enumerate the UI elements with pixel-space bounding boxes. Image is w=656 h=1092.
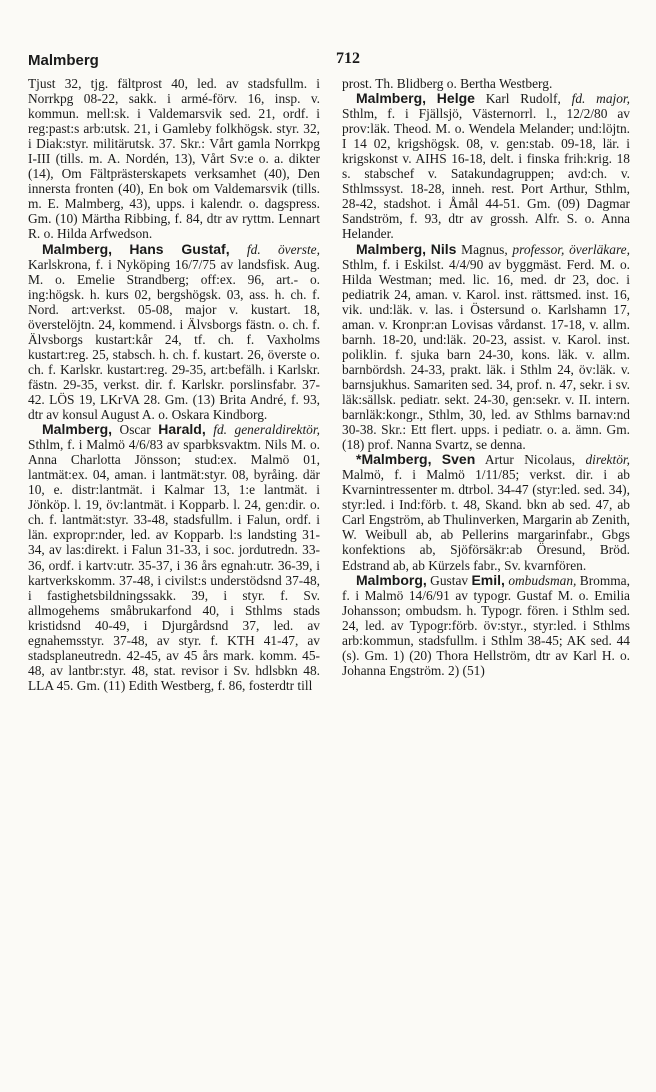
entry-title: fd. överste, [246,241,320,257]
entry-text: Malmö, f. i Malmö 1/11/85; verkst. dir. i ab Kvarnintressenter m. dtrbol. 34-47 (styr:led. sed. 34), styr:led. i Ind:förb. t. 48, Skand. bkn ab sed. 47, ab Carl Engström, ab Thulinverken, Margarin ab Zenith, W. Weibull ab, ab Pellerins margarinfabr., Gbgs konfektions ab, Sjöförsäkr:ab Öresund, Bröd. Edstrand ab, ab Kürzels fabr., Sv. kvarnfören. [342,467,630,573]
entry-surname: Malmberg, [356,90,427,107]
entry-title: professor, överläkare, [512,241,630,257]
biography-entry [342,242,630,453]
entry-text: Sthlm, f. i Malmö 4/6/83 av sparbksvaktm. Nils M. o. Anna Charlotta Jönsson; stud:ex. Malmö 01, lantmät:ex. 04, aman. i lantmät:styr. 08, byråing. där 10, e. distr:lantmät. i Kalmar 13, 1:e lantmät. i Jönköp. l. 19, öv:lantmät. i Kopparb. l. 24, gen:dir. o. ch. f. lantmät:styr. 33-48, stadsfullm. i Falun, ordf. i län. expropr:nder, led. av Kopparb. l:s landsting 31-34, av las:direkt. i Falun 31-33, i soc. jordutredn. 33-36, ordf. i kartv:utr. 35-37, i 36 års egnah:utr. 36-39, i kartverkskomm. 37-48, i civilst:s understödsnd 37-48, i fastighetsbildningssakk. 39, i styr. f. Sv. allmogehems småbrukarfond 40, i Sthlms stads kristidsnd 40-49, i Djurgårdsnd 37, led. av egnahemsstyr. 37-48, av styr. f. KTH 41-47, av stadsplaneutredn. 42-45, av 45 års mark. komm. 45-48, av lantbr:styr. 48, stat. revisor i Sv. hdlsbkn 48. LLA 45. Gm. (11) Edith Westberg, f. 86, fosterdtr till [28,437,320,693]
biography-entry [342,452,630,572]
running-head-name: Malmberg [28,52,99,69]
biography-entry [342,573,630,678]
entry-continuation [342,76,630,91]
entry-surname: Malmberg, [356,240,427,257]
entry-given-name: Hans Gustaf, [129,240,230,257]
entry-given-name-rest: Oscar [119,422,151,438]
biography-entry [28,422,320,693]
entry-given-name-rest: Karl Rudolf, [485,91,561,107]
entry-given-name-rest: Gustav [430,572,469,588]
entry-surname: Malmberg, [42,421,113,438]
continuation-text: Tjust 32, tjg. fältprost 40, led. av stadsfullm. i Norrkpg 08-22, sakk. i armé-förv. 16, insp. v. kommun. mell:sk. i Valdemarsvik sed. 21, ordf. i reg:past:s arb:utsk. 21, i Gamleby folkhögsk. styr. 32, i Diak:styr. militärutsk. 37. Skr.: Vårt gamla Norrkpg I-III (tills. m. A. Nordén, 13), Vårt Sv:e o. a. dikter (14), Om Fältprästerskapets verksamhet (40), Den innersta fronten (40), En bok om Valdemarsvik (tills. m. E. Malmberg, 43), upps. i kalendr. o. dagspress. Gm. (10) Märtha Ribbing, f. 84, dtr av ryttm. Lennart R. o. Hilda Arfwedson. [28,76,320,242]
entry-given-name: Harald, [158,421,206,438]
entry-title: direktör, [585,452,630,468]
entry-surname: *Malmberg, [356,451,432,468]
entry-text: Karlskrona, f. i Nyköping 16/7/75 av landsfisk. Aug. M. o. Emelie Strandberg; off:ex. 96, art.- o. ing:högsk. h. kurs 02, bergshögsk. 03, ass. h. ch. f. Nord. art:verkst. 05-08, major v. kustart. 18, överstelöjtn. 24, kommend. i Älvsborgs fästn. o. ch. f. Älvsborgs kustart:kår 24, tf. ch. f. Vaxholms kustart:reg. 25, stabsch. h. ch. f. kustart. 26, överste o. ch. f. Karlskr. kustart:reg. 29-35, art:befälh. i Karlskr. fästn. 29-35, verkst. dir. f. Karlskr. porslinsfabr. 37-42. LÖS 19, LKrVA 28. Gm. (13) Brita André, f. 93, dtr av konsul August A. o. Oskara Kindborg. [28,256,320,423]
entry-given-name: Nils [430,240,457,257]
entry-text: Bromma, f. i Malmö 14/6/91 av typogr. Gustaf M. o. Emilia Johansson; ombudsm. h. Typogr. fören. i Sthlm sed. 24, led. av Typogr:förb. öv:styr., styr:led. i Sthlms arb:kommun, stadsfullm. i Sthlm 38-45; AK sed. 44 (s). Gm. 1) (20) Thora Hellström, dtr av Karl H. o. Johanna Engström. 2) (51) [342,572,630,678]
entry-given-name: Helge [436,90,475,107]
biography-entry [28,242,320,423]
left-column [28,76,320,693]
entry-text: Sthlm, f. i Fjällsjö, Västernorrl. l., 12/2/80 av prov:läk. Theod. M. o. Wendela Melander; und:löjtn. I 14 02, krigshögsk. 08, v. gen:stab. 09-18, lär. i krigskonst v. AIHS 16-18, delt. i finska frih:krig. 18 s. stabschef v. Satakundagruppen; avd:ch. v. Sthlmssyst. 18-28, inneh. rest. Port Arthur, Sthlm, 28-42, stadshot. i Åmål 44-51. Gm. (09) Dagmar Sandström, f. 93, dtr av grossh. Alfr. S. o. Anna Helander. [342,106,630,242]
biography-entry [342,91,630,241]
entry-surname: Malmborg, [356,571,427,588]
entry-continuation [28,76,320,242]
entry-given-name-rest: Artur Nicolaus, [484,452,576,468]
entry-given-name-rest: Magnus, [461,241,508,257]
continuation-text: prost. Th. Blidberg o. Bertha Westberg. [342,76,553,91]
entry-title: ombudsman, [508,572,577,588]
entry-text: Sthlm, f. i Eskilst. 4/4/90 av byggmäst. Ferd. M. o. Hilda Westman; med. lic. 16, med. dr 23, doc. i pediatrik 24, aman. v. Karol. inst. rättsmed. inst. 16, vik. und:läk. v. las. i Östersund o. Karlshamn 17, aman. v. Kronpr:an Lovisas vårdanst. 17-18, v. allm. barnh. 18-20, und:läk. 20-23, assist. v. Karol. inst. poliklin. f. sjuka barn 24-30, kons. läk. v. allm. barnbördsh. 24-33, prakt. läk. i Sthlm 24, öv:läk. v. barnsjukhus. Samariten sed. 34, prof. n. 47, sekr. i sv. läk:sällsk. pediatr. sekt. 24-30, gen:sekr. v. II. intern. barnläk:kongr., Sthlm, 30, led. av Sthlms barnav:nd 30-38. Skr.: Ett flert. upps. i pediatr. o. a. ämn. Gm. (18) prof. Nanna Svartz, se denna. [342,256,630,453]
entry-title: fd. generaldirektör, [213,422,320,438]
entry-title: fd. major, [571,91,631,107]
entry-given-name: Sven [441,451,476,468]
page-number: 712 [336,50,360,67]
entry-surname: Malmberg, [42,240,113,257]
running-head [28,50,626,74]
entry-given-name: Emil, [471,571,505,588]
right-column [342,76,630,678]
